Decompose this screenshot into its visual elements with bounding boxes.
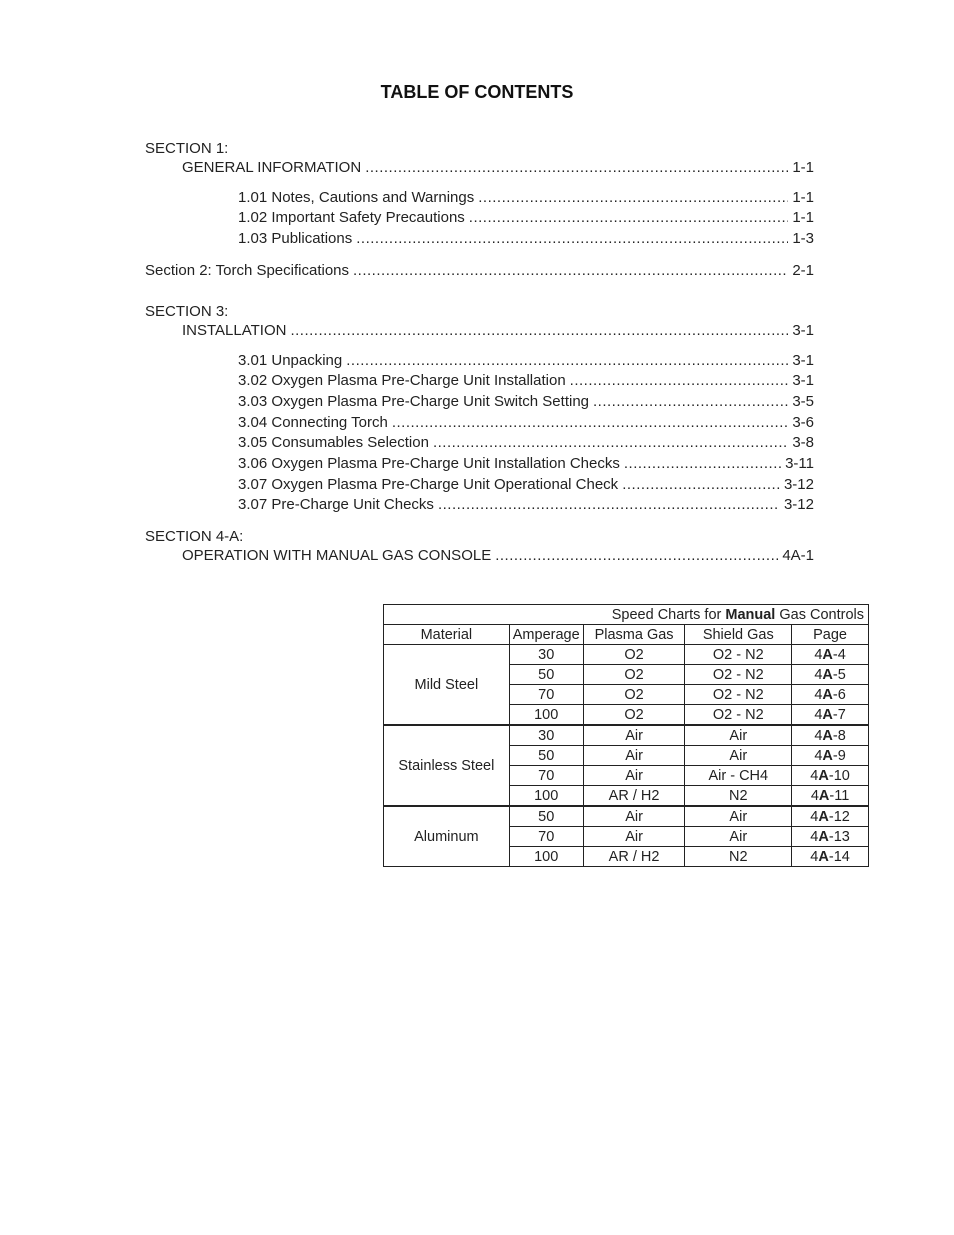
dot-leader <box>495 546 778 566</box>
material-cell: Aluminum <box>384 806 510 867</box>
page-ref-part: -5 <box>832 666 846 683</box>
column-header: Plasma Gas <box>583 625 685 645</box>
toc-entry-page: 3-12 <box>783 496 814 513</box>
amp-cell: 50 <box>509 806 583 827</box>
toc-entry-page: 3-8 <box>792 434 814 451</box>
dot-leader <box>353 261 788 281</box>
caption-text: Gas Controls <box>779 606 864 623</box>
page-cell[interactable] <box>792 786 869 807</box>
page-ref-part: -4 <box>832 646 846 663</box>
dot-leader <box>624 454 781 474</box>
dot-leader <box>356 229 788 249</box>
toc-entry-page: 3-6 <box>792 414 814 431</box>
toc-entry-label: 3.01 Unpacking <box>238 352 343 369</box>
section-3-heading: SECTION 3: <box>145 303 229 320</box>
toc-entry-label: GENERAL INFORMATION <box>182 159 362 176</box>
page-ref-part: -14 <box>828 848 850 865</box>
shield-cell: Air - CH4 <box>685 766 792 786</box>
material-cell: Stainless Steel <box>384 725 510 806</box>
page-ref-part: -13 <box>828 828 850 845</box>
toc-entry-3-05[interactable] <box>238 433 814 453</box>
page-ref-part: A <box>818 848 829 865</box>
page-ref-part: A <box>818 828 829 845</box>
plasma-cell: Air <box>583 746 685 766</box>
toc-entry-page: 1-1 <box>792 189 814 206</box>
page-cell[interactable] <box>792 725 869 746</box>
plasma-cell: Air <box>583 806 685 827</box>
page-ref-part: -11 <box>829 787 850 804</box>
toc-entry-label: 3.07 Pre-Charge Unit Checks <box>238 496 434 513</box>
table-header-row <box>384 625 869 645</box>
toc-entry-torch-specifications[interactable] <box>145 261 814 281</box>
page-cell[interactable] <box>792 705 869 726</box>
toc-entry-label: OPERATION WITH MANUAL GAS CONSOLE <box>182 547 492 564</box>
plasma-cell: O2 <box>583 665 685 685</box>
plasma-cell: O2 <box>583 685 685 705</box>
page-ref-part: 4 <box>814 727 823 744</box>
dot-leader <box>478 188 788 208</box>
amp-cell: 100 <box>509 705 583 726</box>
shield-cell: O2 - N2 <box>685 665 792 685</box>
toc-entry-page: 3-1 <box>792 322 814 339</box>
page-cell[interactable] <box>792 685 869 705</box>
page-ref-part: 4 <box>814 686 823 703</box>
shield-cell: O2 - N2 <box>685 645 792 665</box>
dot-leader <box>392 413 788 433</box>
page-ref-part: -7 <box>832 706 846 723</box>
section-4a-heading: SECTION 4-A: <box>145 528 244 545</box>
amp-cell: 100 <box>509 786 583 807</box>
toc-entry-label: 3.04 Connecting Torch <box>238 414 388 431</box>
caption-text: Speed Charts for <box>611 606 722 623</box>
shield-cell: Air <box>685 725 792 746</box>
table-row <box>384 725 869 746</box>
toc-entry-3-01[interactable] <box>238 351 814 371</box>
toc-entry-1-02[interactable] <box>238 208 814 228</box>
table-row <box>384 645 869 665</box>
page-ref-part: 4 <box>814 646 823 663</box>
page-ref-part: A <box>822 727 833 744</box>
page-ref-part: 4 <box>810 787 819 804</box>
amp-cell: 50 <box>509 665 583 685</box>
dot-leader <box>290 321 788 341</box>
column-header: Material <box>384 625 510 645</box>
page-ref-part: -6 <box>832 686 846 703</box>
toc-entry-operation-manual-gas-console[interactable] <box>182 546 814 566</box>
toc-entry-page: 3-1 <box>792 352 814 369</box>
plasma-cell: O2 <box>583 645 685 665</box>
toc-entry-page: 3-5 <box>792 393 814 410</box>
page-ref-part: -10 <box>828 767 850 784</box>
toc-entry-general-information[interactable] <box>182 158 814 178</box>
shield-cell: Air <box>685 806 792 827</box>
toc-entry-label: 3.06 Oxygen Plasma Pre-Charge Unit Installation Checks <box>238 455 620 472</box>
toc-entry-page: 2-1 <box>792 262 814 279</box>
amp-cell: 70 <box>509 685 583 705</box>
column-header: Shield Gas <box>685 625 792 645</box>
toc-entry-label: 1.01 Notes, Cautions and Warnings <box>238 189 475 206</box>
dot-leader <box>346 351 788 371</box>
amp-cell: 50 <box>509 746 583 766</box>
page-ref-part: 4 <box>810 828 819 845</box>
toc-entry-page: 3-11 <box>785 455 814 472</box>
page-cell[interactable] <box>792 827 869 847</box>
toc-entry-3-06[interactable] <box>238 454 814 474</box>
page-cell[interactable] <box>792 645 869 665</box>
shield-cell: Air <box>685 827 792 847</box>
page-ref-part: 4 <box>814 666 823 683</box>
toc-entry-label: 3.07 Oxygen Plasma Pre-Charge Unit Operational Check <box>238 476 619 493</box>
toc-entry-3-04[interactable] <box>238 413 814 433</box>
toc-entry-page: 3-12 <box>783 476 814 493</box>
page-ref-part: A <box>818 767 829 784</box>
toc-entry-page: 4A-1 <box>782 547 814 564</box>
page-ref-part: -8 <box>832 727 846 744</box>
column-header: Page <box>792 625 869 645</box>
amp-cell: 30 <box>509 645 583 665</box>
toc-entry-page: 1-3 <box>792 230 814 247</box>
toc-entry-label: 3.02 Oxygen Plasma Pre-Charge Unit Installation <box>238 372 566 389</box>
table-caption <box>384 605 869 625</box>
page-ref-part: A <box>822 646 833 663</box>
page-cell[interactable] <box>792 806 869 827</box>
shield-cell: O2 - N2 <box>685 705 792 726</box>
column-header: Amperage <box>509 625 583 645</box>
toc-entry-installation[interactable] <box>182 321 814 341</box>
plasma-cell: Air <box>583 827 685 847</box>
toc-entry-3-07-pre-charge[interactable] <box>238 495 814 515</box>
toc-entry-1-03[interactable] <box>238 229 814 249</box>
toc-entry-3-02[interactable] <box>238 371 814 391</box>
shield-cell: Air <box>685 746 792 766</box>
page-ref-part: 4 <box>814 706 823 723</box>
page-ref-part: 4 <box>810 808 819 825</box>
toc-entry-label: Section 2: Torch Specifications <box>145 262 350 279</box>
plasma-cell: AR / H2 <box>583 847 685 867</box>
page-ref-part: 4 <box>814 747 823 764</box>
page-ref-part: A <box>822 747 833 764</box>
toc-entry-label: 1.02 Important Safety Precautions <box>238 209 465 226</box>
section-1-heading: SECTION 1: <box>145 140 229 157</box>
plasma-cell: Air <box>583 766 685 786</box>
shield-cell: N2 <box>685 786 792 807</box>
toc-entry-page: 1-1 <box>792 159 814 176</box>
page-ref-part: 4 <box>810 848 819 865</box>
dot-leader <box>365 158 788 178</box>
page-ref-part: A <box>822 686 833 703</box>
plasma-cell: Air <box>583 725 685 746</box>
page-cell[interactable] <box>792 665 869 685</box>
dot-leader <box>593 392 788 412</box>
toc-entry-label: INSTALLATION <box>182 322 287 339</box>
dot-leader <box>622 475 780 495</box>
table-row <box>384 806 869 827</box>
shield-cell: O2 - N2 <box>685 685 792 705</box>
amp-cell: 100 <box>509 847 583 867</box>
toc-entry-page: 3-1 <box>792 372 814 389</box>
table-caption-row <box>384 605 869 625</box>
toc-entry-label: 3.03 Oxygen Plasma Pre-Charge Unit Switch Setting <box>238 393 589 410</box>
dot-leader <box>469 208 789 228</box>
page-title: TABLE OF CONTENTS <box>380 82 574 102</box>
toc-entry-3-03[interactable] <box>238 392 814 412</box>
toc-entry-3-07-operational[interactable] <box>238 475 814 495</box>
amp-cell: 70 <box>509 766 583 786</box>
page-cell[interactable] <box>792 746 869 766</box>
table-body <box>384 645 869 867</box>
page-ref-part: A <box>822 666 833 683</box>
plasma-cell: AR / H2 <box>583 786 685 807</box>
shield-cell: N2 <box>685 847 792 867</box>
dot-leader <box>438 495 780 515</box>
page-ref-part: -9 <box>832 747 846 764</box>
material-cell: Mild Steel <box>384 645 510 726</box>
page-ref-part: -12 <box>828 808 850 825</box>
amp-cell: 30 <box>509 725 583 746</box>
page-ref-part: 4 <box>810 767 819 784</box>
toc-entry-label: 3.05 Consumables Selection <box>238 434 429 451</box>
page-ref-part: A <box>822 706 833 723</box>
page-cell[interactable] <box>792 766 869 786</box>
page-ref-part: A <box>818 787 830 804</box>
page-ref-part: A <box>818 808 829 825</box>
toc-entry-page: 1-1 <box>792 209 814 226</box>
toc-entry-label: 1.03 Publications <box>238 230 353 247</box>
plasma-cell: O2 <box>583 705 685 726</box>
caption-bold-text: Manual <box>725 606 776 623</box>
amp-cell: 70 <box>509 827 583 847</box>
toc-entry-1-01[interactable] <box>238 188 814 208</box>
dot-leader <box>433 433 788 453</box>
speed-charts-table <box>383 604 869 867</box>
page-cell[interactable] <box>792 847 869 867</box>
dot-leader <box>570 371 789 391</box>
